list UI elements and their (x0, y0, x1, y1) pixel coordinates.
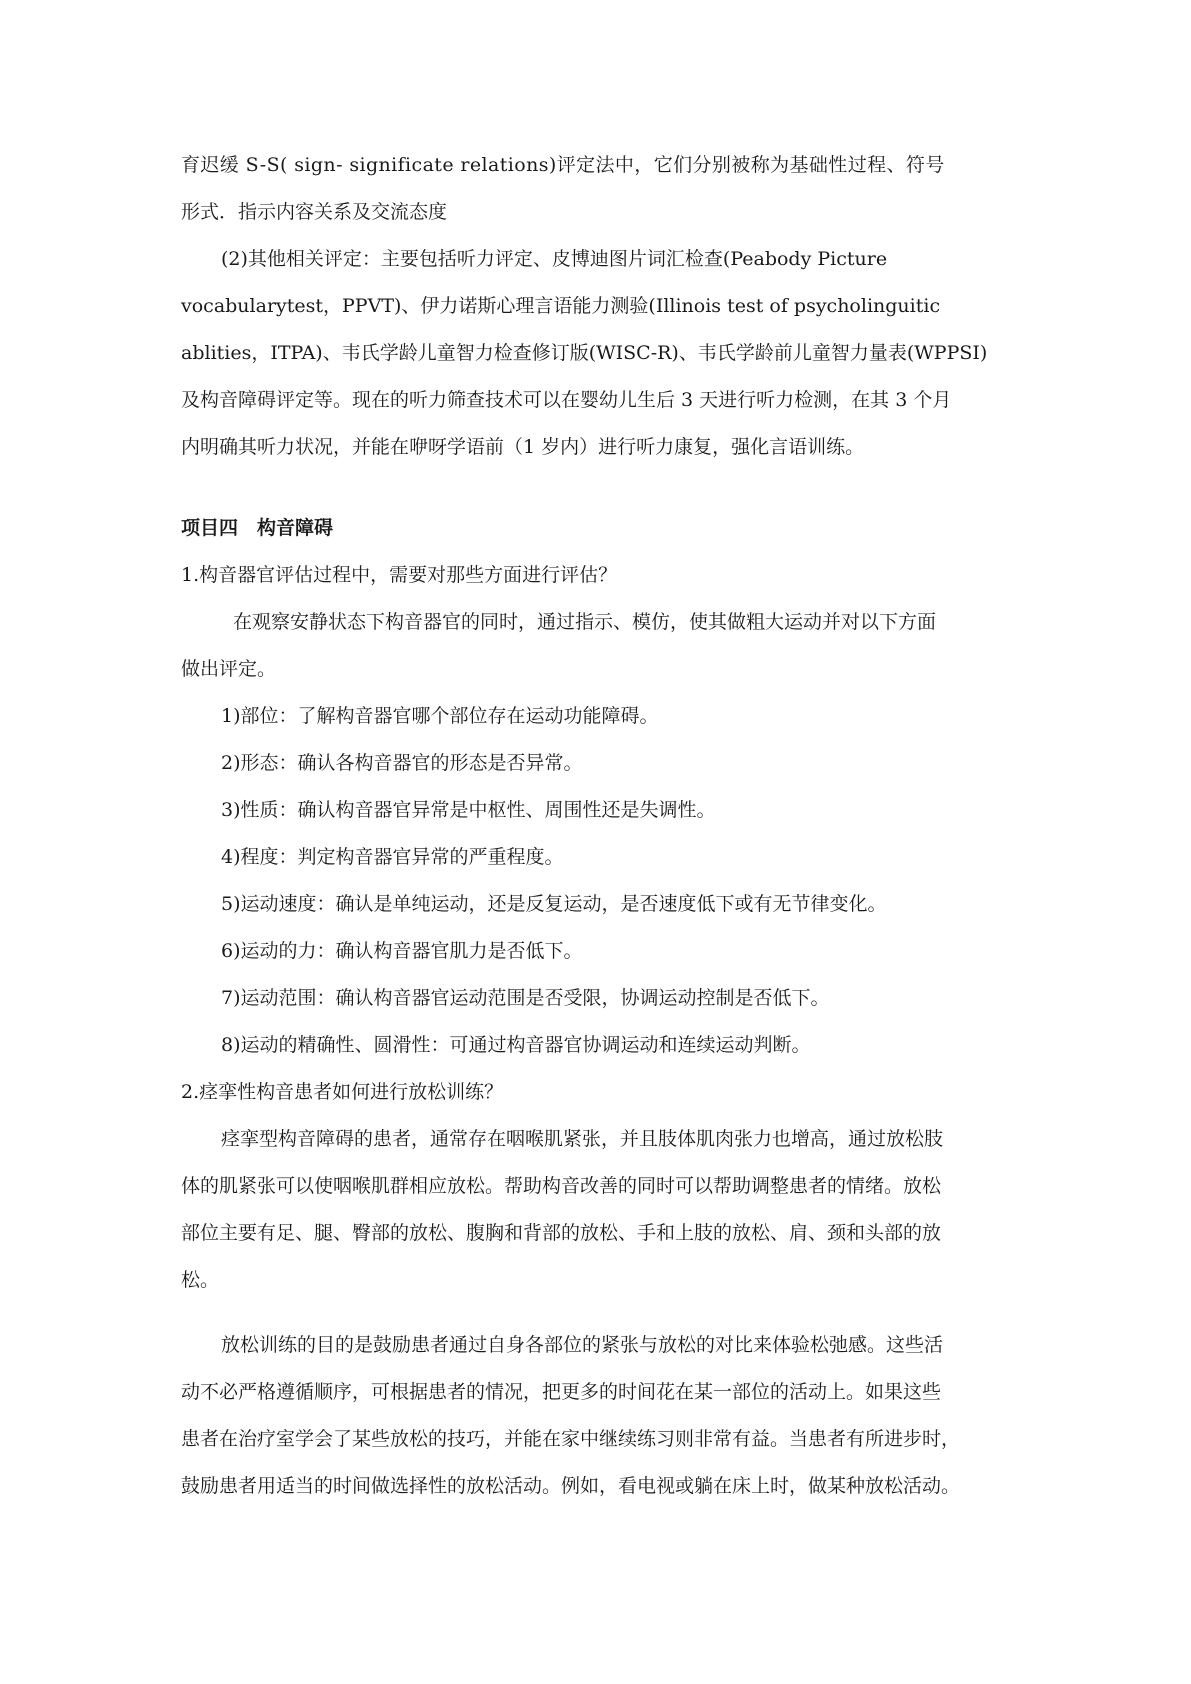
question-2-block (181, 1069, 1023, 1510)
question-1-block (181, 552, 1023, 1069)
intro-paragraph (181, 142, 1023, 236)
text-line: (2)其他相关评定：主要包括听力评定、皮博迪图片词汇检查(Peabody Picture (221, 248, 888, 270)
list-item: 4)程度：判定构音器官异常的严重程度。 (221, 846, 564, 868)
text-line: 及构音障碍评定等。现在的听力筛查技术可以在婴幼儿生后 3 天进行听力检测，在其 3 个月 (181, 389, 952, 411)
list-item: 3)性质：确认构音器官异常是中枢性、周围性还是失调性。 (221, 799, 716, 821)
list-item: 5)运动速度：确认是单纯运动，还是反复运动，是否速度低下或有无节律变化。 (221, 893, 887, 915)
text-line: 松。 (181, 1269, 220, 1291)
section-heading: 项目四 构音障碍 (181, 517, 334, 539)
text-line: 放松训练的目的是鼓励患者通过自身各部位的紧张与放松的对比来体验松弛感。这些活 (221, 1334, 944, 1356)
text-line: 形式．指示内容关系及交流态度 (181, 201, 448, 223)
text-line: 痉挛型构音障碍的患者，通常存在咽喉肌紧张，并且肢体肌肉张力也增高，通过放松肢 (221, 1128, 944, 1150)
list-item: 6)运动的力：确认构音器官肌力是否低下。 (221, 940, 583, 962)
document-page (181, 142, 1023, 1510)
text-line: 做出评定。 (181, 658, 277, 680)
text-line: 患者在治疗室学会了某些放松的技巧，并能在家中继续练习则非常有益。当患者有所进步时， (181, 1428, 961, 1450)
paragraph (181, 1116, 1023, 1304)
other-evaluation-paragraph (181, 236, 1023, 471)
text-line: 部位主要有足、腿、臀部的放松、腹胸和背部的放松、手和上肢的放松、肩、颈和头部的放 (181, 1222, 942, 1244)
text-line: 内明确其听力状况，并能在咿呀学语前（1 岁内）进行听力康复，强化言语训练。 (181, 436, 865, 458)
text-line: ablities，ITPA)、韦氏学龄儿童智力检查修订版(WISC-R)、韦氏学龄前儿童智力量表(WPPSI) (181, 342, 988, 364)
question-title: 1.构音器官评估过程中，需要对那些方面进行评估？ (181, 564, 618, 586)
text-line: 育迟缓 S-S( sign- significate relations)评定法中，它们分别被称为基础性过程、符号 (181, 154, 945, 176)
text-line: vocabularytest，PPVT)、伊力诺斯心理言语能力测验(Illinois test of psycholinguitic (181, 295, 941, 317)
list-item: 1)部位：了解构音器官哪个部位存在运动功能障碍。 (221, 705, 659, 727)
question-title: 2.痉挛性构音患者如何进行放松训练？ (181, 1081, 504, 1103)
list-item: 8)运动的精确性、圆滑性：可通过构音器官协调运动和连续运动判断。 (221, 1034, 811, 1056)
text-line: 体的肌紧张可以使咽喉肌群相应放松。帮助构音改善的同时可以帮助调整患者的情绪。放松 (181, 1175, 942, 1197)
text-line: 鼓励患者用适当的时间做选择性的放松活动。例如，看电视或躺在床上时，做某种放松活动。 (181, 1475, 961, 1497)
text-line: 动不必严格遵循顺序，可根据患者的情况，把更多的时间花在某一部位的活动上。如果这些 (181, 1381, 942, 1403)
list-item: 7)运动范围：确认构音器官运动范围是否受限，协调运动控制是否低下。 (221, 987, 830, 1009)
text-line: 在观察安静状态下构音器官的同时，通过指示、模仿，使其做粗大运动并对以下方面 (233, 611, 937, 633)
list-item: 2)形态：确认各构音器官的形态是否异常。 (221, 752, 583, 774)
paragraph (181, 1322, 1023, 1510)
